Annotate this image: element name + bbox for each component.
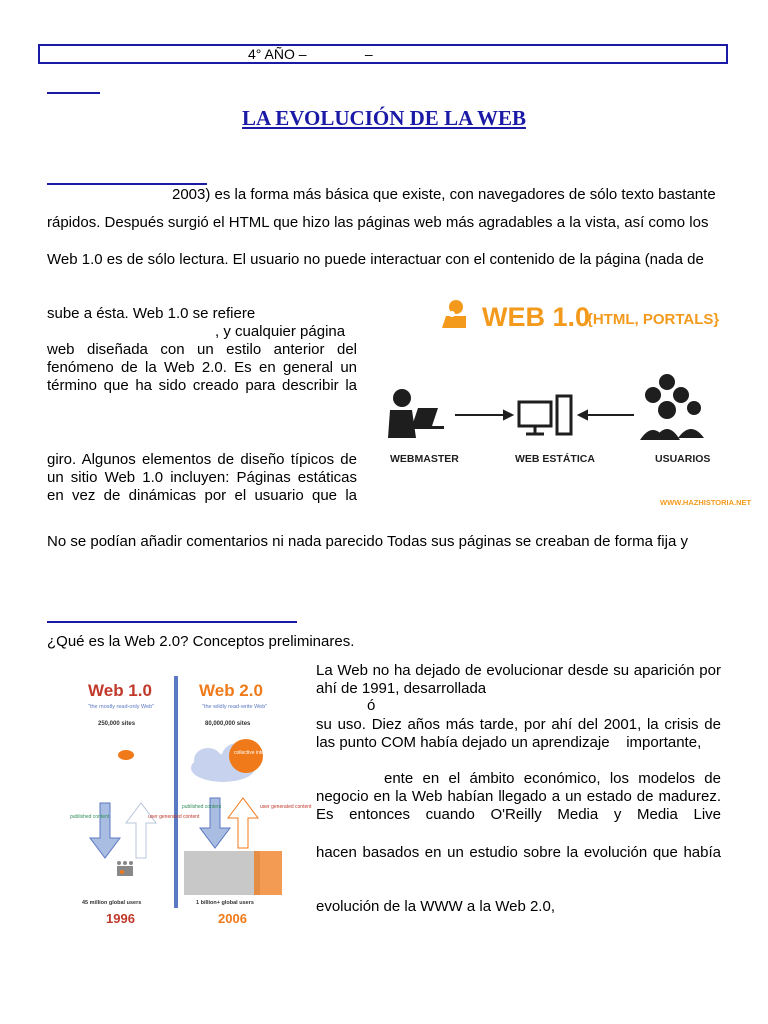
header-box <box>38 44 728 64</box>
section2-rule <box>47 621 297 623</box>
left-ugc-label: user generated content <box>148 814 200 820</box>
page-title: LA EVOLUCIÓN DE LA WEB <box>242 106 526 130</box>
credit-text: WWW.HAZHISTORIA.NET <box>660 498 752 507</box>
s1-col-line-7: un sitio Web 1.0 incluyen: Páginas estáticas <box>47 469 357 486</box>
left-sites: 250,000 sites <box>98 721 136 727</box>
s1-col-line-4: fenómeno de la Web 2.0. Es en general un <box>47 359 357 376</box>
cloud-icon <box>191 739 263 782</box>
s1-line-1: 2003) es la forma más básica que existe, con navegadores de sólo texto bastante <box>172 186 716 203</box>
s2-col-line-8: Es entonces cuando O'Reilly Media y Media Live <box>316 806 721 823</box>
left-year: 1996 <box>106 911 135 926</box>
s1-line-2: rápidos. Después surgió el HTML que hizo las páginas web más agradables a la vista, así como los <box>47 214 709 231</box>
s2-col-line-9: hacen basados en un estudio sobre la evolución que había <box>316 844 721 861</box>
s1-col-line-8: en vez de dinámicas por el usuario que la <box>47 487 357 504</box>
left-server-icon <box>118 750 134 760</box>
s2-col-line-4: su uso. Diez años más tarde, por ahí del 2001, la crisis de <box>316 716 721 733</box>
s1-col-line-5: término que ha sido creado para describir la <box>47 377 357 394</box>
s2-col-line-5: las punto COM había dejado un aprendizaje importante, <box>316 734 702 751</box>
label-usuarios: USUARIOS <box>655 453 711 465</box>
web1-subheading: {HTML, PORTALS} <box>587 311 720 328</box>
label-webmaster: WEBMASTER <box>390 453 459 465</box>
left-up-arrow <box>126 803 156 858</box>
left-users: 45 million global users <box>82 900 142 906</box>
left-tagline: "the mostly read-only Web" <box>88 704 155 710</box>
right-users-crowd-icon <box>184 851 282 895</box>
s2-col-line-6: ente en el ámbito económico, los modelos de <box>384 770 721 787</box>
s1-col-line-1: sube a ésta. Web 1.0 se refiere <box>47 305 256 322</box>
s2-col-line-3: ó <box>367 697 376 714</box>
cloud-label: collective intelligence <box>234 750 281 756</box>
right-up-arrow <box>228 798 258 848</box>
s1-col-line-3: web diseñada con un estilo anterior del <box>47 341 357 358</box>
s2-question: ¿Qué es la Web 2.0? Conceptos preliminares. <box>47 633 355 650</box>
arrow-right <box>455 411 512 419</box>
label-web-estatica: WEB ESTÁTICA <box>515 453 595 465</box>
left-users-icon <box>117 861 133 876</box>
section1-rule <box>47 183 207 185</box>
s1-last-line: No se podían añadir comentarios ni nada parecido Todas sus páginas se creaban de forma fija y <box>47 533 688 550</box>
top-rule <box>47 92 100 94</box>
users-icon <box>640 374 704 440</box>
s2-col-line-2: ahí de 1991, desarrollada <box>316 680 487 697</box>
arrow-left <box>579 411 634 419</box>
computer-icon <box>519 396 571 434</box>
right-ugc-label: user generated content <box>260 804 312 810</box>
s1-col-line-2: , y cualquier página <box>215 323 346 340</box>
s1-col-line-6: giro. Algunos elementos de diseño típicos de <box>47 451 357 468</box>
s2-col-line-7: negocio en la Web habían llegado a un estado de madurez. <box>316 788 721 805</box>
webmaster-icon <box>388 389 444 438</box>
s2-col-line-1: La Web no ha dejado de evolucionar desde su aparición por <box>316 662 721 679</box>
web1-diagram <box>382 290 752 510</box>
right-sites: 80,000,000 sites <box>205 721 251 727</box>
web-comparison-figure <box>68 668 312 930</box>
right-title: Web 2.0 <box>199 681 263 700</box>
baby-icon <box>442 300 466 328</box>
right-tagline: "the wildly read-write Web" <box>202 704 268 710</box>
left-title: Web 1.0 <box>88 681 152 700</box>
left-down-arrow <box>90 803 120 858</box>
web1-heading: WEB 1.0 <box>482 302 591 332</box>
s1-line-3: Web 1.0 es de sólo lectura. El usuario no puede interactuar con el contenido de la página (nada de <box>47 251 704 268</box>
left-published-label: published content <box>70 814 110 820</box>
right-users: 1 billion+ global users <box>196 900 254 906</box>
header-text: 4° AÑO – – <box>248 46 373 62</box>
right-published-label: published content <box>182 804 222 810</box>
right-year: 2006 <box>218 911 247 926</box>
s2-col-line-10: evolución de la WWW a la Web 2.0, <box>316 898 555 915</box>
